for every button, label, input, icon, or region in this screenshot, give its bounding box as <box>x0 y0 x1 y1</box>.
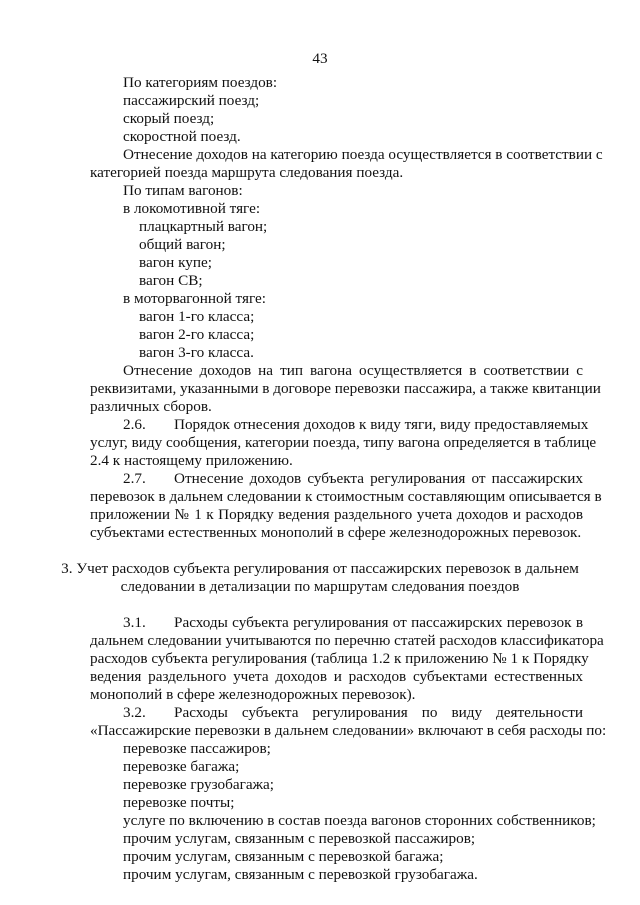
list-item: перевозке пассажиров; <box>123 740 271 757</box>
section-title-line: следовании в детализации по маршрутам следования поездов <box>120 578 520 595</box>
list-item: прочим услугам, связанным с перевозкой пассажиров; <box>123 830 476 847</box>
page-number: 43 <box>312 50 328 67</box>
paragraph-line: различных сборов. <box>90 398 212 415</box>
paragraph-line: перевозок в дальнем следовании к стоимостным составляющим описывается в <box>90 488 602 505</box>
list-item: скорый поезд; <box>123 110 215 127</box>
list-item: перевозке почты; <box>123 794 235 811</box>
paragraph-line: категорией поезда маршрута следования поезда. <box>90 164 404 181</box>
paragraph-line: Отнесение доходов субъекта регулирования от пассажирских <box>174 470 583 487</box>
clause-number: 3.2. <box>123 704 146 721</box>
paragraph-line: ведения раздельного учета доходов и расходов субъектами естественных <box>90 668 583 685</box>
paragraph-line: Расходы субъекта регулирования от пассажирских перевозок в <box>174 614 583 631</box>
list-item: скоростной поезд. <box>123 128 241 145</box>
list-item: вагон СВ; <box>139 272 203 289</box>
list-item: прочим услугам, связанным с перевозкой грузобагажа. <box>123 866 478 883</box>
list-item: общий вагон; <box>139 236 226 253</box>
list-item: вагон 1-го класса; <box>139 308 255 325</box>
clause-number: 2.7. <box>123 470 146 487</box>
paragraph-line: 2.4 к настоящему приложению. <box>90 452 293 469</box>
list-item: вагон 3-го класса. <box>139 344 254 361</box>
paragraph-line: услуг, виду сообщения, категории поезда, типу вагона определяется в таблице <box>90 434 597 451</box>
list-item: вагон 2-го класса; <box>139 326 255 343</box>
loco-heading: в локомотивной тяге: <box>123 200 261 217</box>
list-item: перевозке багажа; <box>123 758 240 775</box>
paragraph-line: субъектами естественных монополий в сфере железнодорожных перевозок. <box>90 524 582 541</box>
mvps-heading: в моторвагонной тяге: <box>123 290 266 307</box>
paragraph-line: дальнем следовании учитываются по перечню статей расходов классификатора <box>90 632 604 649</box>
list-item: прочим услугам, связанным с перевозкой багажа; <box>123 848 444 865</box>
paragraph-line: реквизитами, указанными в договоре перевозки пассажира, а также квитанции <box>90 380 601 397</box>
paragraph-line: монополий в сфере железнодорожных перевозок). <box>90 686 416 703</box>
paragraph-line: Расходы субъекта регулирования по виду деятельности <box>174 704 583 721</box>
list-item: вагон купе; <box>139 254 212 271</box>
list-item: перевозке грузобагажа; <box>123 776 275 793</box>
paragraph-line: «Пассажирские перевозки в дальнем следовании» включают в себя расходы по: <box>90 722 607 739</box>
list-item: пассажирский поезд; <box>123 92 260 109</box>
list-item: услуге по включению в состав поезда вагонов сторонних собственников; <box>123 812 596 829</box>
list-item: плацкартный вагон; <box>139 218 268 235</box>
paragraph-line: расходов субъекта регулирования (таблица 1.2 к приложению № 1 к Порядку <box>90 650 589 667</box>
paragraph-line: Порядок отнесения доходов к виду тяги, виду предоставляемых <box>174 416 589 433</box>
paragraph-line: Отнесение доходов на тип вагона осуществляется в соответствии с <box>123 362 583 379</box>
paragraph-line: приложении № 1 к Порядку ведения раздельного учета доходов и расходов <box>90 506 583 523</box>
wagon-types-heading: По типам вагонов: <box>123 182 243 199</box>
clause-number: 2.6. <box>123 416 146 433</box>
paragraph-line: Отнесение доходов на категорию поезда осуществляется в соответствии с <box>123 146 603 163</box>
section-title-line: 3. Учет расходов субъекта регулирования от пассажирских перевозок в дальнем <box>61 560 579 577</box>
train-categories-heading: По категориям поездов: <box>123 74 278 91</box>
clause-number: 3.1. <box>123 614 146 631</box>
